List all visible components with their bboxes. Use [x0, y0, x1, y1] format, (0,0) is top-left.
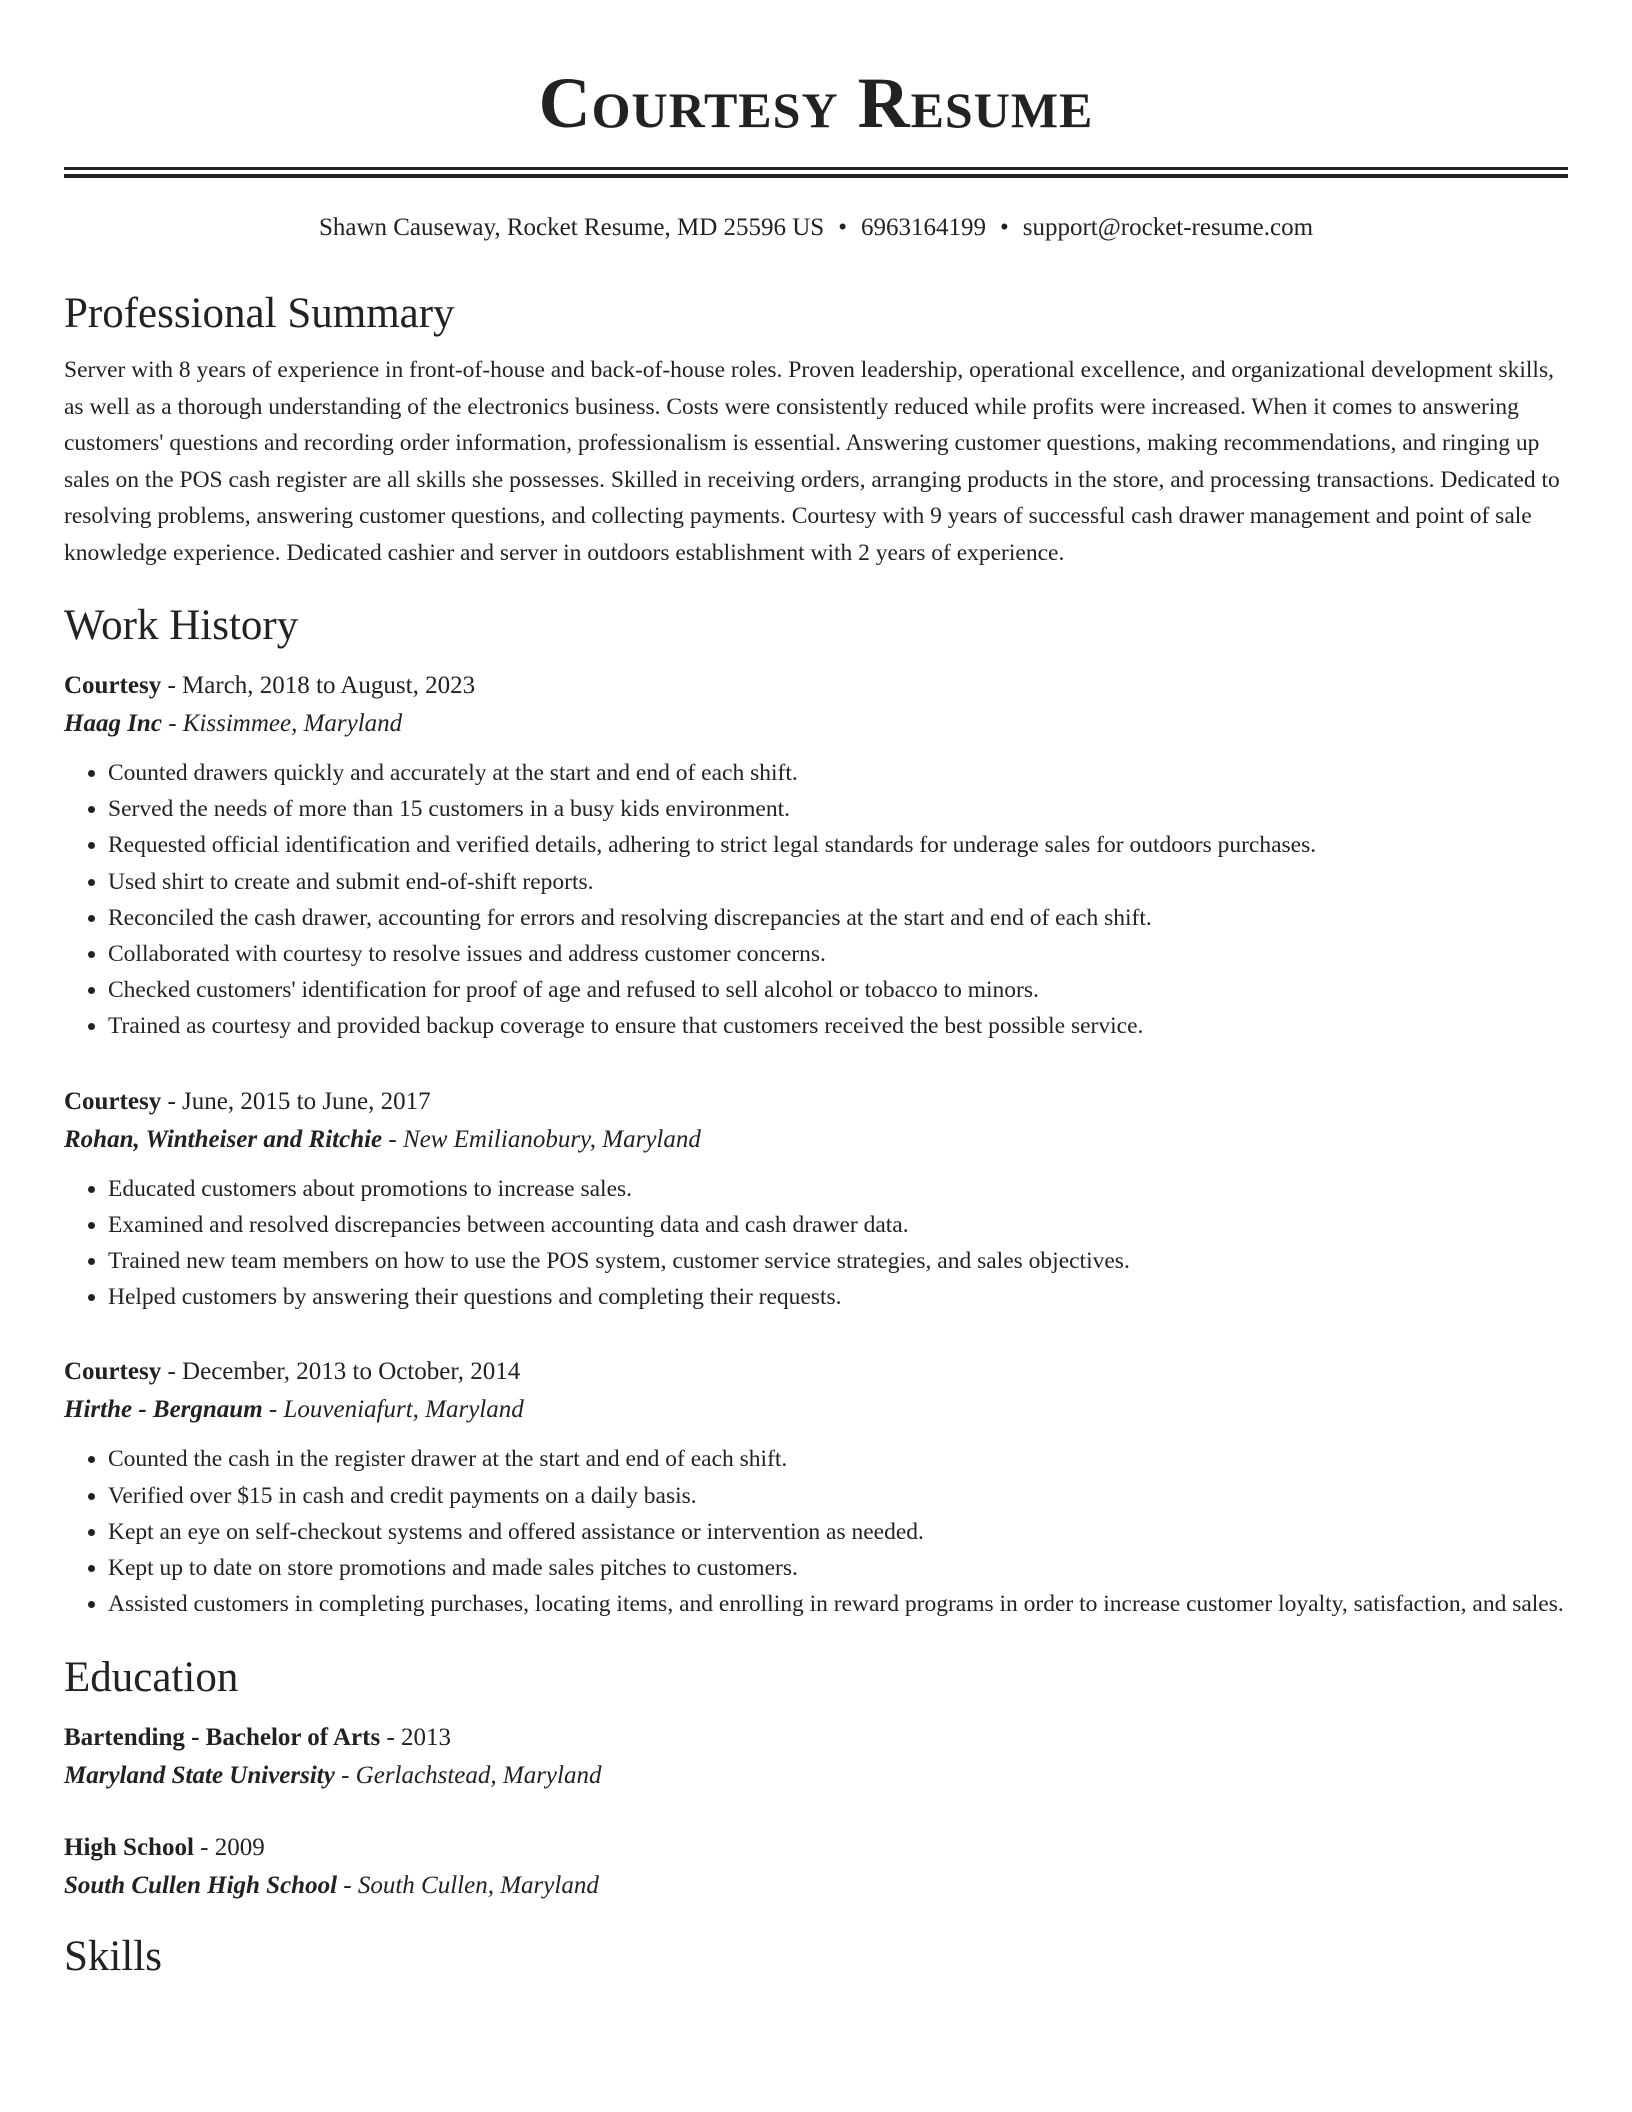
education-year: 2009	[214, 1834, 265, 1862]
contact-separator: •	[999, 214, 1009, 241]
education-degree-line	[64, 1829, 1568, 1867]
job-bullet: • Kept an eye on self-checkout systems and offered assistance or intervention as needed.	[108, 1514, 1568, 1550]
job-role-line	[64, 1353, 1568, 1391]
education-degree: Bartending - Bachelor of Arts	[64, 1724, 381, 1752]
education-entry	[64, 1719, 1568, 1795]
contact-separator: •	[838, 214, 847, 241]
dash: -	[380, 1724, 402, 1752]
job-bullet: • Checked customers' identification for proof of age and refused to sell alcohol or tobacco to minors.	[108, 972, 1568, 1008]
job-company-line	[64, 1391, 1568, 1429]
job-bullet-list	[64, 755, 1568, 1045]
job-company: Haag Inc	[64, 710, 162, 737]
job-company: Hirthe - Bergnaum	[64, 1396, 263, 1424]
job-dates: June, 2015 to June, 2017	[182, 1087, 431, 1115]
job-entry	[64, 667, 1568, 1045]
job-company-line	[64, 705, 1568, 743]
dash: -	[334, 1762, 356, 1790]
job-role-line	[64, 667, 1568, 705]
job-bullet: • Used shirt to create and submit end-of-shift reports.	[108, 864, 1568, 900]
summary-text: Server with 8 years of experience in front-of-house and back-of-house roles. Proven leadership, operational excellence, and organizational development skills, as well as a thorough understanding of the electronics business. Costs were consistently reduced while profits were increased. When it comes to answering customers' questions and recording order information, professionalism is essential. Answering customer questions, making recommendations, and ringing up sales on the POS cash register are all skills she possesses. Skilled in receiving orders, arranging products in the store, and processing transactions. Dedicated to resolving problems, answering customer questions, and collecting payments. Courtesy with 9 years of successful cash drawer management and point of sale knowledge experience. Dedicated cashier and server in outdoors establishment with 2 years of experience.	[64, 357, 1560, 566]
job-bullet-list	[64, 1171, 1568, 1316]
job-bullet: • Counted drawers quickly and accurately at the start and end of each shift.	[108, 755, 1568, 791]
job-bullet: • Collaborated with courtesy to resolve issues and address customer concerns.	[108, 936, 1568, 972]
dash: -	[161, 710, 183, 737]
job-bullet: • Reconciled the cash drawer, accounting for errors and resolving discrepancies at the start and end of each shift.	[108, 900, 1568, 936]
job-bullet: • Served the needs of more than 15 customers in a busy kids environment.	[108, 791, 1568, 827]
resume-title: Courtesy Resume	[538, 63, 1094, 143]
education-degree: High School	[64, 1834, 194, 1862]
job-location: Kissimmee, Maryland	[182, 710, 403, 737]
job-bullet: • Examined and resolved discrepancies between accounting data and cash drawer data.	[108, 1207, 1568, 1243]
job-bullet: • Kept up to date on store promotions and made sales pitches to customers.	[108, 1550, 1568, 1586]
dash: -	[262, 1396, 284, 1424]
job-location: Louveniafurt, Maryland	[283, 1396, 524, 1424]
job-bullet-list	[64, 1441, 1568, 1622]
job-bullet: • Counted the cash in the register drawer at the start and end of each shift.	[108, 1441, 1568, 1477]
job-role-line	[64, 1083, 1568, 1121]
job-company: Rohan, Wintheiser and Ritchie	[64, 1125, 383, 1153]
education-location: Gerlachstead, Maryland	[355, 1762, 602, 1790]
job-bullet: • Trained new team members on how to use the POS system, customer service strategies, and sales objectives.	[108, 1243, 1568, 1279]
summary-heading: Professional Summary	[64, 290, 455, 337]
job-bullet: • Requested official identification and verified details, adhering to strict legal standards for underage sales for outdoors purchases.	[108, 827, 1568, 863]
job-entry	[64, 1353, 1568, 1622]
education-school: Maryland State University	[64, 1762, 335, 1790]
education-entry	[64, 1829, 1568, 1905]
job-title: Courtesy	[64, 1358, 162, 1386]
contact-phone: 6963164199	[860, 214, 986, 241]
contact-line	[64, 212, 1568, 244]
contact-email: support@rocket-resume.com	[1022, 214, 1314, 241]
education-location: South Cullen, Maryland	[357, 1872, 599, 1900]
job-bullet: • Assisted customers in completing purchases, locating items, and enrolling in reward programs in order to increase customer loyalty, satisfaction, and sales.	[108, 1586, 1568, 1622]
dash: -	[337, 1872, 358, 1900]
dash: -	[382, 1125, 403, 1153]
education-school: South Cullen High School	[64, 1872, 338, 1900]
dash: -	[161, 672, 183, 699]
job-bullet: • Trained as courtesy and provided backup coverage to ensure that customers received the best possible service.	[108, 1008, 1568, 1044]
education-degree-line	[64, 1719, 1568, 1757]
job-company-line	[64, 1121, 1568, 1159]
job-location: New Emilianobury, Maryland	[402, 1125, 701, 1153]
work-history-heading: Work History	[64, 602, 299, 649]
dash: -	[161, 1087, 183, 1115]
job-dates: December, 2013 to October, 2014	[182, 1358, 521, 1386]
education-school-line	[64, 1867, 1568, 1905]
skills-heading: Skills	[64, 1933, 162, 1981]
job-bullet: • Helped customers by answering their questions and completing their requests.	[108, 1279, 1568, 1315]
job-bullet: • Verified over $15 in cash and credit payments on a daily basis.	[108, 1478, 1568, 1514]
education-school-line	[64, 1757, 1568, 1795]
title-divider	[64, 167, 1568, 178]
education-heading: Education	[64, 1654, 239, 1702]
job-entry	[64, 1083, 1568, 1316]
dash: -	[161, 1358, 183, 1386]
contact-address: Shawn Causeway, Rocket Resume, MD 25596 US	[318, 214, 825, 241]
job-title: Courtesy	[64, 672, 162, 699]
education-year: 2013	[401, 1724, 452, 1752]
dash: -	[193, 1834, 215, 1862]
job-bullet: • Educated customers about promotions to increase sales.	[108, 1171, 1568, 1207]
job-dates: March, 2018 to August, 2023	[182, 672, 476, 699]
job-title: Courtesy	[64, 1087, 162, 1115]
